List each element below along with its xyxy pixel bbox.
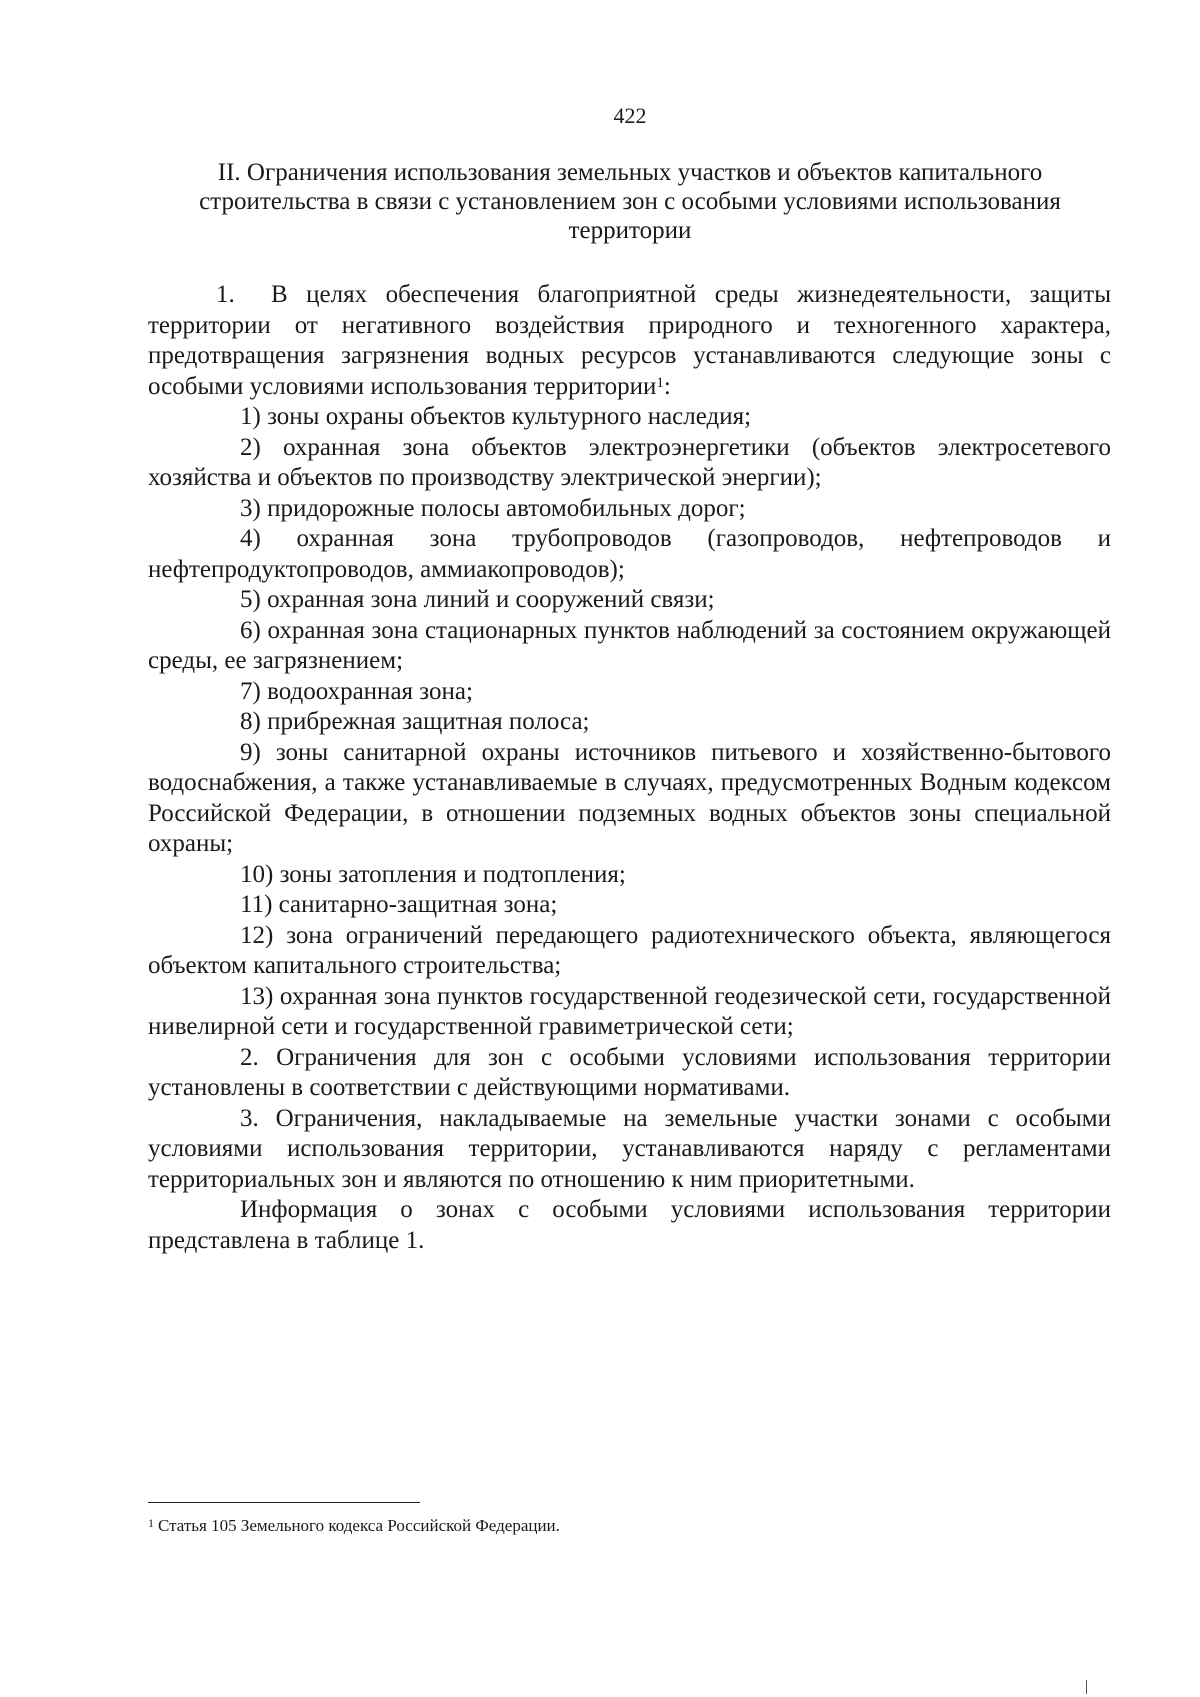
list-item-2: 2) охранная зона объектов электроэнергетики (объектов электросетевого хозяйства и объектов по производству электрической энергии);	[148, 433, 1111, 491]
section-heading: II. Ограничения использования земельных участков и объектов капитального строительства в связи с установлением зон с особыми условиями использования территории	[199, 159, 1061, 244]
footnote-reference: 1	[656, 374, 664, 391]
paragraph-3: 3. Ограничения, накладываемые на земельные участки зонами с особыми условиями использования территории, устанавливаются наряду с регламентами территориальных зон и являются по отношению к ним приоритетными.	[148, 1104, 1111, 1193]
paragraph-number: 1.	[216, 281, 235, 308]
list-item-6: 6) охранная зона стационарных пунктов наблюдений за состоянием окружающей среды, ее загрязнением;	[148, 616, 1111, 674]
list-item-8: 8) прибрежная защитная полоса;	[240, 708, 590, 735]
scan-artifact	[1086, 1680, 1087, 1694]
footnote	[148, 1515, 848, 1537]
list-item-10: 10) зоны затопления и подтопления;	[240, 860, 626, 888]
list-item-11: 11) санитарно-защитная зона;	[240, 891, 558, 918]
footnote-text: Статья 105 Земельного кодекса Российской Федерации.	[158, 1516, 560, 1535]
list-item-4: 4) охранная зона трубопроводов (газопроводов, нефтепроводов и нефтепродуктопроводов, аммиакопроводов);	[148, 525, 1111, 583]
paragraph-info: Информация о зонах с особыми условиями использования территории представлена в таблице 1.	[148, 1196, 1111, 1254]
list-item-3: 3) придорожные полосы автомобильных дорог;	[240, 494, 746, 522]
list-item-1: 1) зоны охраны объектов культурного наследия;	[240, 403, 752, 430]
list-item-12: 12) зона ограничений передающего радиотехнического объекта, являющегося объектом капитального строительства;	[148, 921, 1111, 979]
list-item-7: 7) водоохранная зона;	[240, 677, 473, 705]
list-item-5: 5) охранная зона линий и сооружений связи;	[240, 586, 715, 613]
paragraph-2: 2. Ограничения для зон с особыми условиями использования территории установлены в соответствии с действующими нормативами.	[148, 1043, 1111, 1101]
paragraph-1	[148, 280, 1111, 402]
paragraph-text: В целях обеспечения благоприятной среды жизнедеятельности, защиты территории от негативного воздействия природного и техногенного характера, предотвращения загрязнения водных ресурсов устанавливаются следующие зоны с особыми условиями использования территории	[148, 281, 1111, 400]
page-number: 422	[613, 103, 647, 128]
footnote-mark: 1	[148, 1516, 154, 1530]
document-body	[148, 280, 1111, 1256]
paragraph-punct: :	[663, 372, 671, 400]
footnote-divider	[148, 1502, 420, 1503]
list-item-13: 13) охранная зона пунктов государственной геодезической сети, государственной нивелирной сети и государственной гравиметрической сети;	[148, 982, 1111, 1040]
list-item-9: 9) зоны санитарной охраны источников питьевого и хозяйственно-бытового водоснабжения, а также устанавливаемые в случаях, предусмотренных Водным кодексом Российской Федерации, в отношении подземных водных объектов зоны специальной охраны;	[148, 738, 1111, 857]
